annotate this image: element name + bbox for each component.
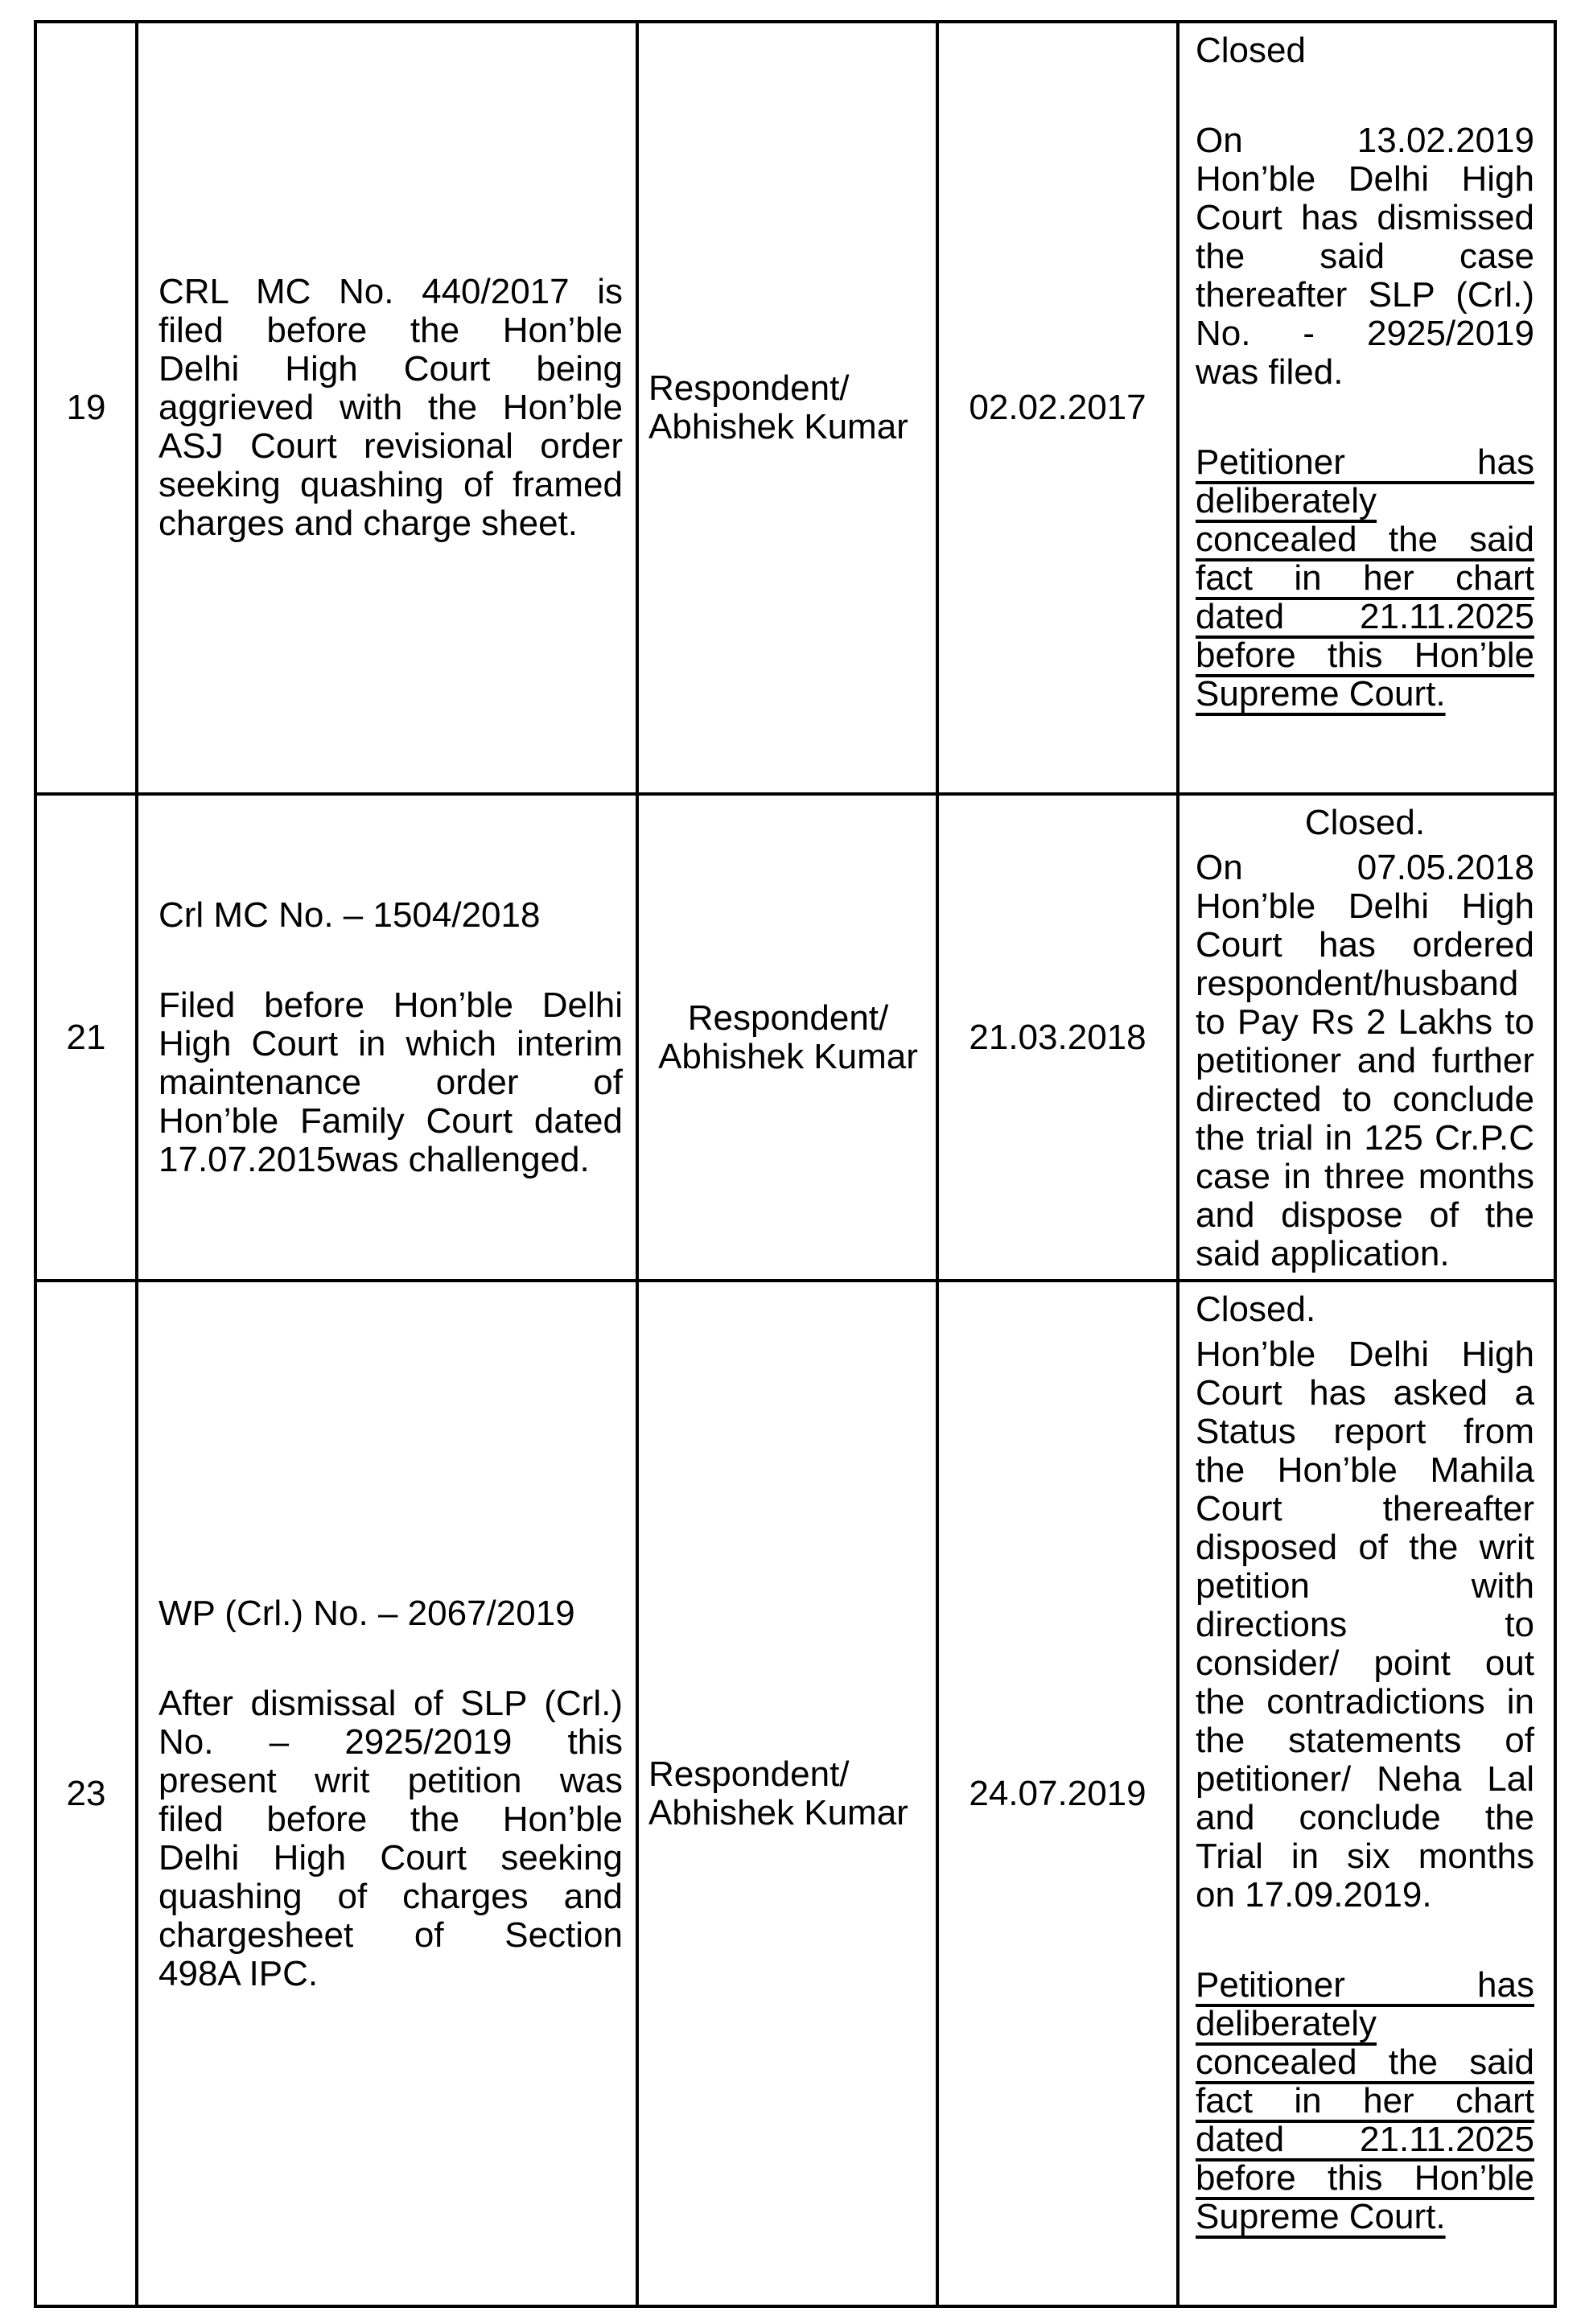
case-details-cell bbox=[137, 1281, 637, 2306]
status-text: Closed On 13.02.2019 Hon’ble Delhi High Court has dismissed the said case thereafter SLP (Crl.) No. - 2925/2019 was filed. Petitioner has deliberately concealed the said fact in her chart dated 21.11.2025 before this Hon’ble Supreme Court. bbox=[1196, 31, 1534, 714]
status-cell bbox=[1178, 1281, 1555, 2306]
serial-number-cell: 21 bbox=[35, 794, 137, 1281]
case-details-text: CRL MC No. 440/2017 is filed before the Hon’ble Delhi High Court being aggrieved with the Hon’ble ASJ Court revisional order seeking quashing of framed charges and charge sheet. bbox=[158, 272, 623, 543]
date-cell: 02.02.2017 bbox=[937, 22, 1178, 794]
case-details-cell bbox=[137, 794, 637, 1281]
party-text: Respondent/ Abhishek Kumar bbox=[648, 368, 908, 446]
table-row bbox=[35, 1281, 1555, 2306]
party-cell bbox=[637, 794, 937, 1281]
party-text: Respondent/ Abhishek Kumar bbox=[658, 997, 918, 1076]
status-cell bbox=[1178, 794, 1555, 1281]
status-cell bbox=[1178, 22, 1555, 794]
party-cell bbox=[637, 22, 937, 794]
party-cell bbox=[637, 1281, 937, 2306]
case-details-text: Crl MC No. – 1504/2018 Filed before Hon’ble Delhi High Court in which interim maintenance order of Hon’ble Family Court dated 17.07.2015was challenged. bbox=[158, 895, 623, 1179]
table-row bbox=[35, 22, 1555, 794]
table-row bbox=[35, 794, 1555, 1281]
status-text: Closed. On 07.05.2018 Hon’ble Delhi High Court has ordered respondent/husband to Pay Rs 2 Lakhs to petitioner and further directed to conclude the trial in 125 Cr.P.C case in three months and dispose of the said application. bbox=[1196, 803, 1534, 1273]
serial-number-cell: 19 bbox=[35, 22, 137, 794]
serial-number-cell: 23 bbox=[35, 1281, 137, 2306]
case-details-cell bbox=[137, 22, 637, 794]
case-status-table bbox=[34, 20, 1557, 2308]
date-cell: 24.07.2019 bbox=[937, 1281, 1178, 2306]
status-text: Closed. Hon’ble Delhi High Court has asked a Status report from the Hon’ble Mahila Court thereafter disposed of the writ petition with directions to consider/ point out the contradictions in the statements of petitioner/ Neha Lal and conclude the Trial in six months on 17.09.2019. Petitioner has deliberately concealed the said fact in her chart dated 21.11.2025 before this Hon’ble Supreme Court. bbox=[1196, 1290, 1534, 2236]
party-text: Respondent/ Abhishek Kumar bbox=[648, 1754, 908, 1832]
date-cell: 21.03.2018 bbox=[937, 794, 1178, 1281]
case-details-text: WP (Crl.) No. – 2067/2019 After dismissal of SLP (Crl.) No. – 2925/2019 this present writ petition was filed before the Hon’ble Delhi High Court seeking quashing of charges and chargesheet of Section 498A IPC. bbox=[158, 1593, 623, 1993]
